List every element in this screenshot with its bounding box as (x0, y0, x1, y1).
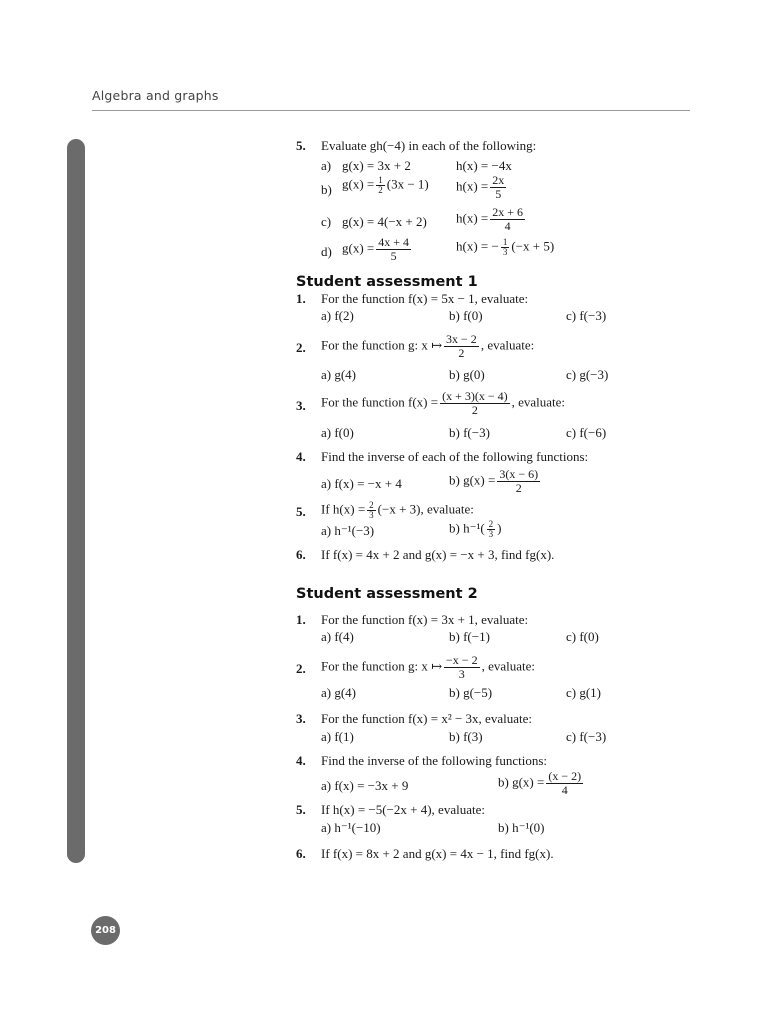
answer-part: a) f(0) (321, 425, 354, 440)
question-number: 3. (296, 398, 306, 413)
question-stem: For the function f(x) = 5x − 1, evaluate: (321, 291, 529, 306)
answer-part: a) g(4) (321, 367, 357, 382)
g-function: g(x) = 3x + 2 (342, 158, 411, 173)
question-stem: For the function f(x) = x² − 3x, evaluate: (321, 711, 532, 726)
question-stem: For the function f(x) = $\frac{(x + 3)(x - 4)}{2}$ , evaluate: (321, 389, 566, 417)
h-function: h(x) = − $\frac{1}{3}$ (−x + 5) (456, 237, 555, 257)
answer-part: a) g(4) (321, 685, 357, 700)
question-number: 1. (296, 612, 306, 627)
part-label: a) (321, 158, 332, 173)
answer-part: a) f(1) (321, 729, 354, 744)
g-function: g(x) = 4(−x + 2) (342, 214, 427, 229)
answer-part: b) f(−3) (449, 425, 490, 440)
answer-part: b) g(x) = $\frac{3(x - 6)}{2}$ (449, 467, 539, 495)
part-label: d) (321, 244, 332, 259)
question-stem: Find the inverse of the following functions: (321, 753, 548, 768)
question-number: 4. (296, 449, 306, 464)
question-number: 2. (296, 340, 306, 355)
answer-part: b) h⁻¹(0) (498, 820, 545, 835)
answer-part: a) h⁻¹(−10) (321, 820, 381, 835)
exercise-stem: Evaluate gh(−4) in each of the following: (321, 138, 537, 153)
answer-part: c) g(1) (566, 685, 602, 700)
section-heading: Student assessment 1 (296, 274, 478, 290)
answer-part: b) g(0) (449, 367, 485, 382)
answer-part: b) f(−1) (449, 629, 490, 644)
h-function: h(x) = $\frac{2x}{5}$ (456, 173, 505, 201)
exercise-number: 5. (296, 138, 306, 153)
section-heading: Student assessment 2 (296, 586, 478, 602)
question-number: 4. (296, 753, 306, 768)
g-function: g(x) = $\frac{4x + 4}{5}$ (342, 235, 410, 263)
running-head: Algebra and graphs (92, 88, 219, 103)
answer-part: a) h⁻¹(−3) (321, 523, 375, 538)
answer-part: c) f(0) (566, 629, 599, 644)
question-number: 5. (296, 802, 306, 817)
question-stem: For the function g: x ↦ $\frac{-x - 2}{3}$ , evaluate: (321, 653, 535, 681)
answer-part: c) g(−3) (566, 367, 609, 382)
answer-part: b) g(x) = $\frac{(x - 2)}{4}$ (498, 769, 582, 797)
question-number: 2. (296, 661, 306, 676)
question-stem: If f(x) = 8x + 2 and g(x) = 4x − 1, find fg(x). (321, 846, 554, 861)
answer-part: a) f(2) (321, 308, 354, 323)
question-number: 3. (296, 711, 306, 726)
question-number: 1. (296, 291, 306, 306)
answer-part: b) h⁻¹( $\frac{2}{3}$ ) (449, 519, 502, 539)
answer-part: b) g(−5) (449, 685, 493, 700)
answer-part: b) f(0) (449, 308, 483, 323)
question-stem: Find the inverse of each of the following functions: (321, 449, 589, 464)
question-stem: If h(x) = −5(−2x + 4), evaluate: (321, 802, 485, 817)
question-stem: If f(x) = 4x + 2 and g(x) = −x + 3, find fg(x). (321, 547, 555, 562)
part-label: c) (321, 214, 332, 229)
side-tab-bar (67, 139, 85, 863)
answer-part: c) f(−3) (566, 729, 607, 744)
header-rule (92, 110, 690, 111)
answer-part: a) f(x) = −3x + 9 (321, 778, 409, 793)
answer-part: c) f(−3) (566, 308, 607, 323)
question-number: 6. (296, 547, 306, 562)
question-number: 6. (296, 846, 306, 861)
answer-part: c) f(−6) (566, 425, 607, 440)
h-function: h(x) = −4x (456, 158, 512, 173)
question-number: 5. (296, 504, 306, 519)
page-number-badge: 208 (91, 916, 120, 945)
h-function: h(x) = $\frac{2x + 6}{4}$ (456, 205, 524, 233)
g-function: g(x) = $\frac{1}{2}$ (3x − 1) (342, 175, 429, 195)
question-stem: For the function g: x ↦ $\frac{3x - 2}{2}$ , evaluate: (321, 332, 535, 360)
answer-part: b) f(3) (449, 729, 483, 744)
part-label: b) (321, 182, 332, 197)
question-stem: If h(x) = $\frac{2}{3}$ (−x + 3), evaluate: (321, 500, 474, 520)
answer-part: a) f(4) (321, 629, 354, 644)
answer-part: a) f(x) = −x + 4 (321, 476, 402, 491)
question-stem: For the function f(x) = 3x + 1, evaluate: (321, 612, 529, 627)
